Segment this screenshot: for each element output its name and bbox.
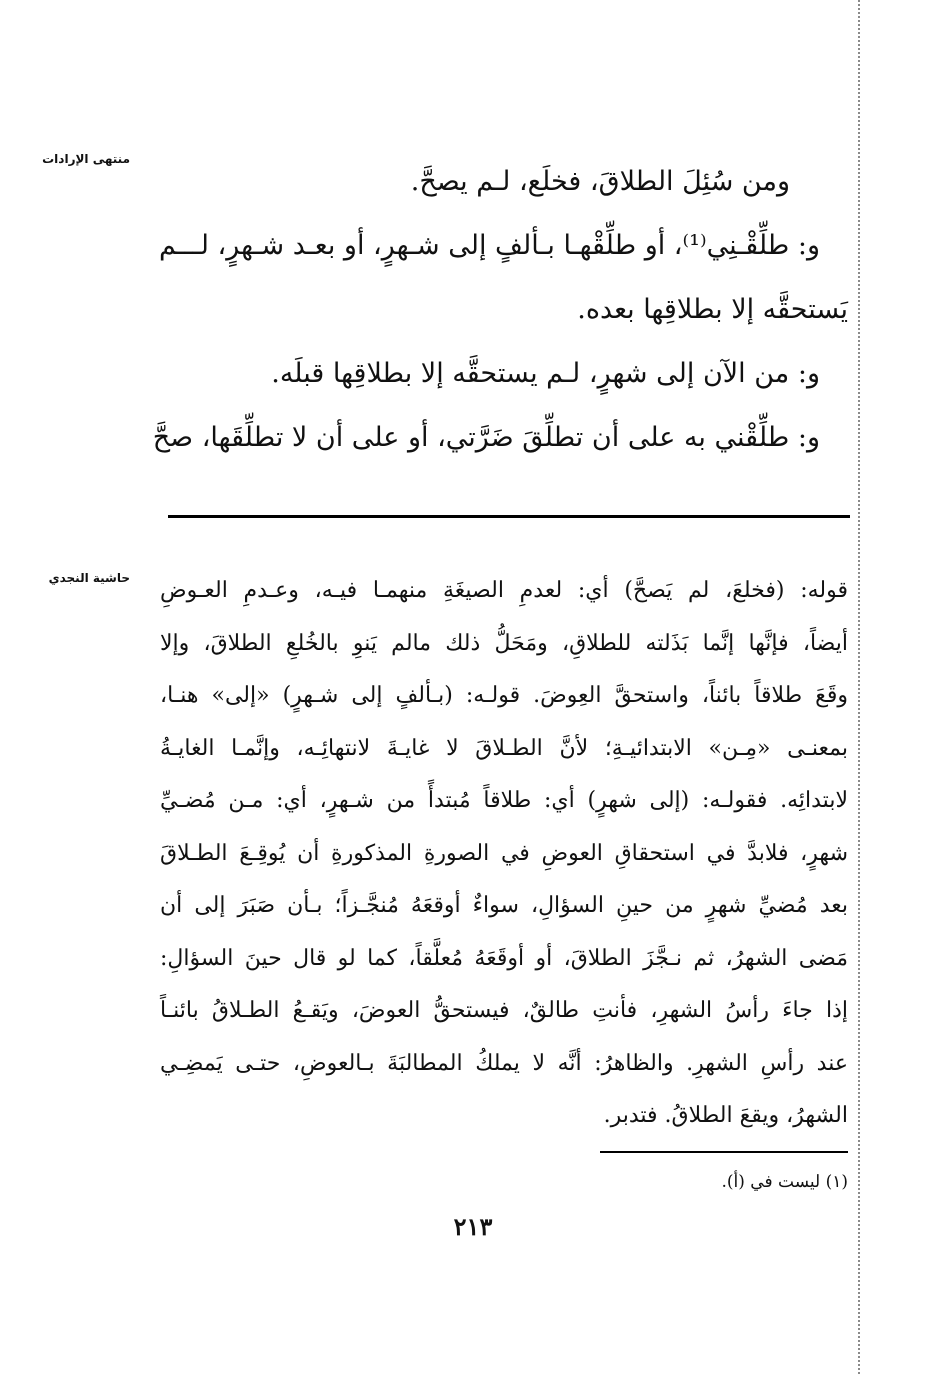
side-label-book-title: منتهى الإرادات	[42, 152, 130, 166]
commentary-line: عند رأسِ الشهرِ. والظاهرُ: أنَّه لا يملكُ المطالبَةَ بـالعوضِ، حتـى يَمضِـي	[160, 1050, 848, 1076]
commentary-line: لابتدائِه. فقولـه: (إلى شهرٍ) أي: طلاقاً مُبتدأً من شـهرٍ، أي: مـن مُضـيِّ	[160, 788, 848, 813]
commentary-line: إذا جاءَ رأسُ الشهرِ، فأنتِ طالقٌ، فيستحقُّ العوضَ، ويَقـعُ الطـلاقُ بائنـاً	[160, 998, 848, 1023]
commentary-line: أيضاً، فإنَّها إنَّما بَذَلته للطلاقِ، ومَحَلُّ ذلك مالم يَنوِ بالخُلعِ الطلاقَ، وإلا	[160, 630, 848, 656]
main-text-separator	[168, 515, 850, 518]
main-text-line: يَستحقَّه إلا بطلاقِها بعده.	[577, 294, 848, 325]
commentary-line	[160, 565, 848, 618]
main-text-block	[152, 150, 848, 470]
commentary-line: مَضى الشهرُ، ثم نـجَّزَ الطلاقَ، أو أوقَعَهُ مُعلَّقاً، كما لو قال حينَ السؤالِ:	[160, 945, 848, 971]
margin-dotted-rule	[858, 0, 860, 1374]
commentary-line: بمعنـى «مِـن» الابتدائيـةِ؛ لأنَّ الطـلاقَ لا غايـةَ لانتهائِـه، وإنَّمـا الغايـةُ	[160, 735, 848, 761]
commentary-line-text: قوله: (فخلعَ، لم يَصحَّ) أي: لعدمِ الصيغَةِ منهمـا فيـه، وعـدمِ العـوضِ	[160, 578, 848, 603]
commentary-line: وقَعَ طلاقاً بائناً، واستحقَّ العِوضَ. قولـه: (بـألفٍ إلى شـهرٍ) «إلى» هنـا،	[160, 683, 848, 708]
main-text-line: و: طلِّقْني به على أن تطلِّقَ ضَرَّتي، أو على أن لا تطلِّقَها، صحَّ	[152, 422, 820, 453]
footnote: (١) ليست في (أ).	[721, 1172, 848, 1192]
side-label-commentary: حاشية النجدي	[48, 571, 130, 585]
commentary-line: الشهرُ، ويقعَ الطلاقُ. فتدبر.	[603, 1103, 848, 1128]
footnote-separator	[600, 1151, 848, 1153]
main-text-line: و: من الآن إلى شهرٍ، لـم يستحقَّه إلا بطلاقِها قبلَه.	[271, 358, 820, 389]
commentary-block	[160, 565, 848, 1143]
commentary-line: شهرٍ، فلابدَّ في استحقاقِ العوضِ في الصورةِ المذكورةِ أن يُوقِـعَ الطـلاقَ	[160, 840, 848, 866]
main-text-line: و: طلِّقْـنِي⁽¹⁾، أو طلِّقْهـا بـألفٍ إلى شـهرٍ، أو بعـد شـهرٍ، لـــم	[159, 230, 820, 261]
main-text-line: ومن سُئِلَ الطلاقَ، فخلَع، لـم يصحَّ.	[410, 166, 790, 197]
page-number: ٢١٣	[453, 1212, 493, 1241]
commentary-line: بعد مُضيِّ شهرٍ من حينِ السؤالِ، سواءٌ أوقعَهُ مُنجَّـزاً؛ بـأن صَبَرَ إلى أن	[160, 893, 848, 918]
